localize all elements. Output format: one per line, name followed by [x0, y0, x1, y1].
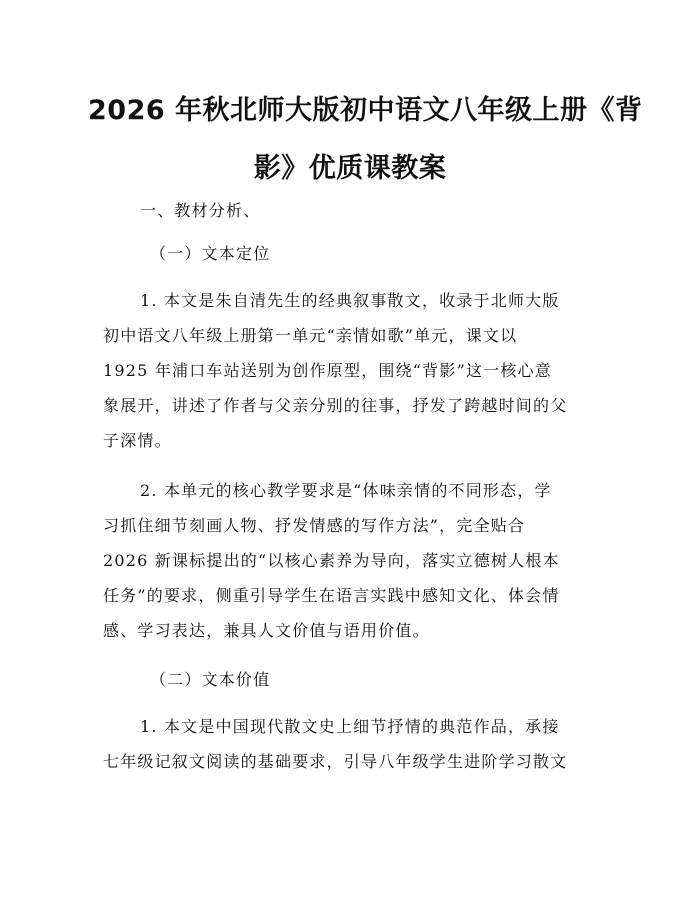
paragraph-line: 任务”的要求，侧重引导学生在语言实践中感知文化、体会情	[103, 586, 560, 605]
paragraph-line: 七年级记叙文阅读的基础要求，引导八年级学生进阶学习散文	[103, 752, 568, 771]
paragraph-line: 1925 年浦口车站送别为创作原型，围绕“背影”这一核心意	[103, 361, 552, 380]
title-line-2: 影》优质课教案	[253, 153, 447, 184]
section-heading-1: 一、教材分析、	[140, 201, 261, 220]
paragraph-line: 1. 本文是朱自清先生的经典叙事散文，收录于北师大版	[140, 291, 560, 310]
paragraph-line: 子深情。	[103, 431, 172, 450]
title-line-1: 2026 年秋北师大版初中语文八年级上册《背	[88, 95, 643, 126]
paragraph-line: 2026 新课标提出的“以核心素养为导向，落实立德树人根本	[103, 551, 560, 570]
subsection-heading-2: （二）文本价值	[150, 670, 271, 689]
paragraph-line: 象展开，讲述了作者与父亲分别的往事，抒发了跨越时间的父	[103, 396, 568, 415]
paragraph-line: 感、学习表达，兼具人文价值与语用价值。	[103, 621, 430, 640]
subsection-heading-1: （一）文本定位	[150, 244, 271, 263]
paragraph-line: 1. 本文是中国现代散文史上细节抒情的典范作品，承接	[140, 717, 560, 736]
paragraph-line: 2. 本单元的核心教学要求是“体味亲情的不同形态，学	[140, 481, 552, 500]
paragraph-line: 初中语文八年级上册第一单元“亲情如歌”单元，课文以	[103, 326, 518, 345]
paragraph-line: 习抓住细节刻画人物、抒发情感的写作方法”，完全贴合	[103, 516, 526, 535]
